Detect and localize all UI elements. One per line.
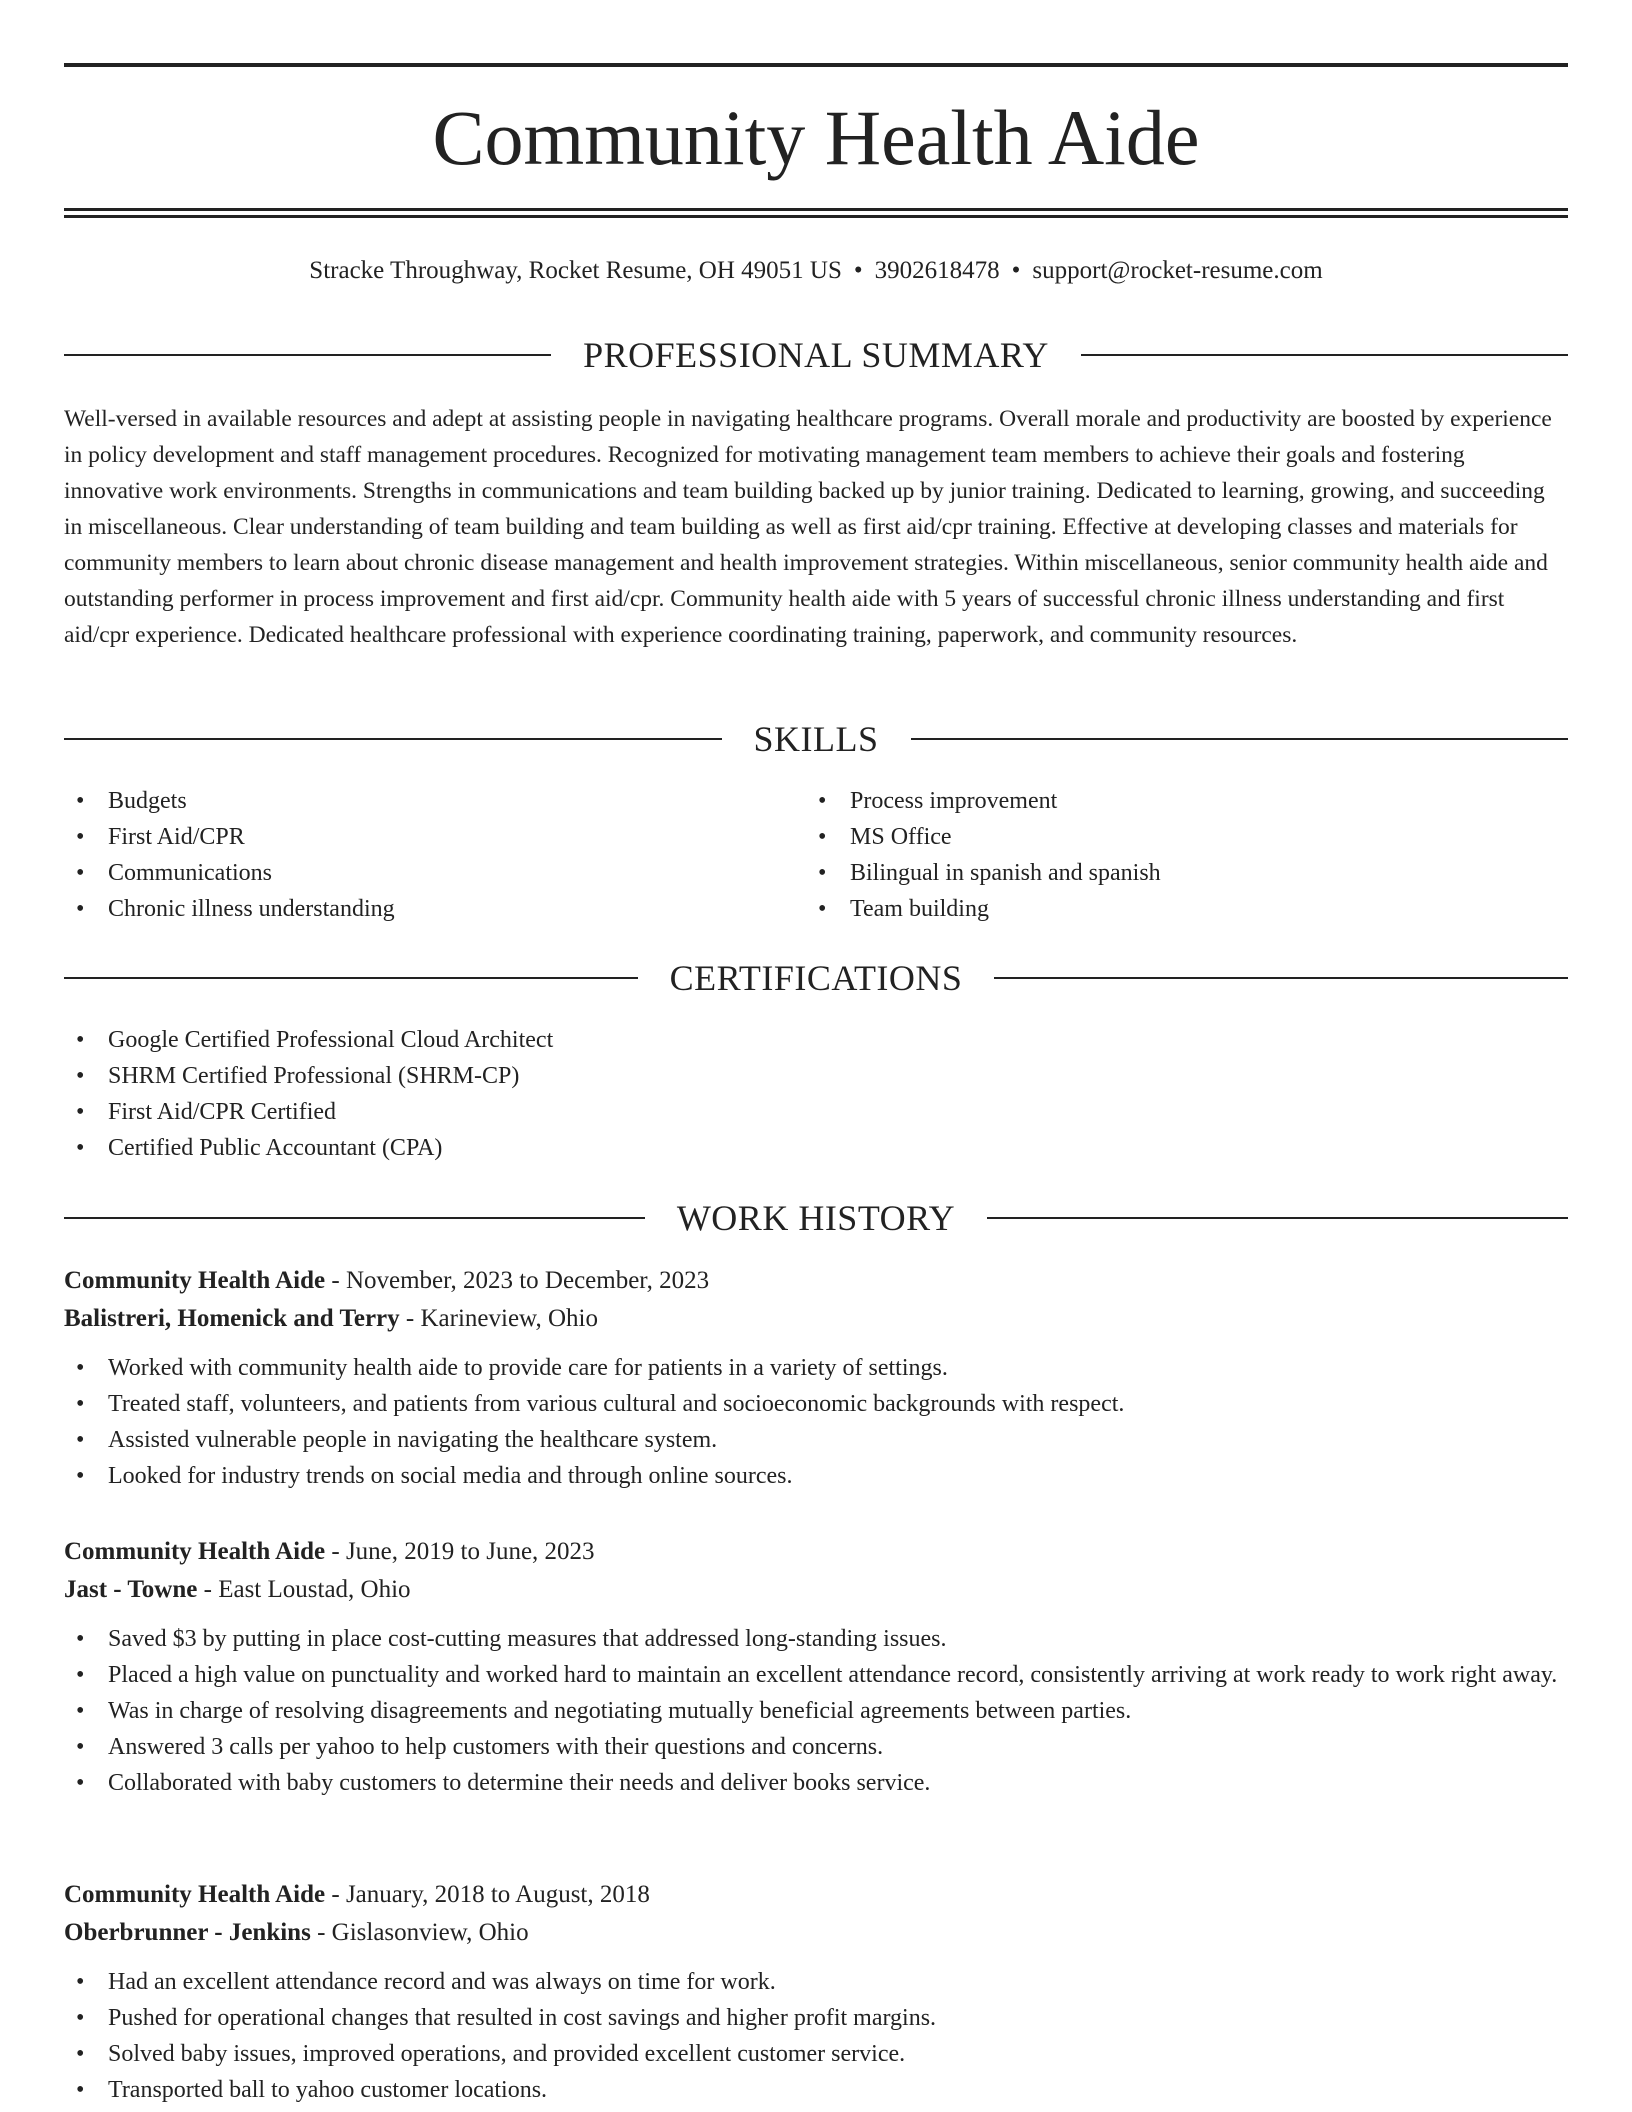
- contact-email: support@rocket-resume.com: [1032, 257, 1323, 284]
- certification-item: • Google Certified Professional Cloud Architect: [64, 1022, 1568, 1058]
- job-entry: [64, 1533, 1568, 1801]
- job-title: Community Health Aide: [64, 1881, 326, 1908]
- job-bullet: • Had an excellent attendance record and was always on time for work.: [64, 1964, 1568, 2000]
- heading-rule: [64, 977, 638, 979]
- job-bullet: • Was in charge of resolving disagreements and negotiating mutually beneficial agreements between parties.: [64, 1693, 1568, 1729]
- summary-heading: [64, 333, 1568, 377]
- job-bullets: [64, 1350, 1568, 1494]
- heading-rule: [64, 354, 551, 356]
- skill-item: • Chronic illness understanding: [64, 891, 764, 927]
- job-title-line: [64, 1262, 1568, 1300]
- job-entry: [64, 1876, 1568, 2108]
- skills-list-left: [64, 783, 764, 927]
- job-bullets: [64, 1964, 1568, 2108]
- job-company-line: [64, 1300, 1568, 1338]
- job-bullet: • Collaborated with baby customers to determine their needs and deliver books service.: [64, 1765, 1568, 1801]
- job-company-line: [64, 1914, 1568, 1952]
- name-double-rule: [64, 208, 1568, 218]
- certifications-list: [64, 1022, 1568, 1166]
- job-title: Community Health Aide: [64, 1538, 326, 1565]
- job-dates: - November, 2023 to December, 2023: [325, 1267, 710, 1294]
- job-entry: [64, 1262, 1568, 1494]
- heading-rule: [987, 1217, 1568, 1219]
- job-company: Oberbrunner - Jenkins: [64, 1919, 311, 1946]
- work-history-heading-text: WORK HISTORY: [676, 1198, 956, 1238]
- resume-name: Community Health Aide: [432, 94, 1200, 181]
- contact-line: [64, 255, 1568, 287]
- job-location: - East Loustad, Ohio: [197, 1576, 411, 1603]
- job-bullet: • Transported ball to yahoo customer locations.: [64, 2072, 1568, 2108]
- skill-item: • Process improvement: [806, 783, 1506, 819]
- contact-separator: •: [853, 257, 863, 284]
- job-bullet: • Pushed for operational changes that resulted in cost savings and higher profit margins.: [64, 2000, 1568, 2036]
- job-title: Community Health Aide: [64, 1267, 326, 1294]
- summary-heading-text: PROFESSIONAL SUMMARY: [583, 335, 1049, 375]
- job-bullet: • Placed a high value on punctuality and worked hard to maintain an excellent attendance record, consistently arriving at work ready to work right away.: [64, 1657, 1568, 1693]
- job-bullet: • Assisted vulnerable people in navigating the healthcare system.: [64, 1422, 1568, 1458]
- job-company-line: [64, 1571, 1568, 1609]
- job-dates: - January, 2018 to August, 2018: [325, 1881, 650, 1908]
- skill-item: • Team building: [806, 891, 1506, 927]
- skill-item: • MS Office: [806, 819, 1506, 855]
- skills-heading-text: SKILLS: [753, 719, 879, 759]
- skill-item: • First Aid/CPR: [64, 819, 764, 855]
- heading-rule: [64, 1217, 645, 1219]
- heading-rule: [1081, 354, 1568, 356]
- skills-list-right: [806, 783, 1506, 927]
- job-bullets: [64, 1621, 1568, 1801]
- top-rule: [64, 63, 1568, 67]
- job-bullet: • Treated staff, volunteers, and patients from various cultural and socioeconomic backgrounds with respect.: [64, 1386, 1568, 1422]
- heading-rule: [64, 738, 722, 740]
- certifications-heading: [64, 956, 1568, 1000]
- skill-item: • Budgets: [64, 783, 764, 819]
- certification-item: • SHRM Certified Professional (SHRM-CP): [64, 1058, 1568, 1094]
- job-location: - Gislasonview, Ohio: [310, 1919, 529, 1946]
- job-company: Balistreri, Homenick and Terry: [64, 1305, 400, 1332]
- certifications-heading-text: CERTIFICATIONS: [669, 958, 963, 998]
- certification-item: • Certified Public Accountant (CPA): [64, 1130, 1568, 1166]
- job-bullet: • Answered 3 calls per yahoo to help customers with their questions and concerns.: [64, 1729, 1568, 1765]
- contact-phone: 3902618478: [874, 257, 1000, 284]
- job-bullet: • Looked for industry trends on social media and through online sources.: [64, 1458, 1568, 1494]
- contact-address: Stracke Throughway, Rocket Resume, OH 49051 US: [309, 257, 842, 284]
- skills-heading: [64, 717, 1568, 761]
- certification-item: • First Aid/CPR Certified: [64, 1094, 1568, 1130]
- skill-item: • Bilingual in spanish and spanish: [806, 855, 1506, 891]
- contact-separator: •: [1011, 257, 1021, 284]
- work-history-heading: [64, 1196, 1568, 1240]
- heading-rule: [911, 738, 1569, 740]
- job-bullet: • Saved $3 by putting in place cost-cutting measures that addressed long-standing issues.: [64, 1621, 1568, 1657]
- job-title-line: [64, 1533, 1568, 1571]
- job-location: - Karineview, Ohio: [399, 1305, 598, 1332]
- job-bullet: • Worked with community health aide to provide care for patients in a variety of settings.: [64, 1350, 1568, 1386]
- skill-item: • Communications: [64, 855, 764, 891]
- summary-text: Well-versed in available resources and adept at assisting people in navigating healthcare programs. Overall morale and productivity are boosted by experience in policy development and staff management procedures. Recognized for motivating management team members to achieve their goals and fostering innovative work environments. Strengths in communications and team building backed up by junior training. Dedicated to learning, growing, and succeeding in miscellaneous. Clear understanding of team building and team building as well as first aid/cpr training. Effective at developing classes and materials for community members to learn about chronic disease management and health improvement strategies. Within miscellaneous, senior community health aide and outstanding performer in process improvement and first aid/cpr. Community health aide with 5 years of successful chronic illness understanding and first aid/cpr experience. Dedicated healthcare professional with experience coordinating training, paperwork, and community resources.: [64, 406, 1552, 648]
- job-title-line: [64, 1876, 1568, 1914]
- heading-rule: [994, 977, 1568, 979]
- job-dates: - June, 2019 to June, 2023: [325, 1538, 595, 1565]
- job-company: Jast - Towne: [64, 1576, 198, 1603]
- job-bullet: • Solved baby issues, improved operations, and provided excellent customer service.: [64, 2036, 1568, 2072]
